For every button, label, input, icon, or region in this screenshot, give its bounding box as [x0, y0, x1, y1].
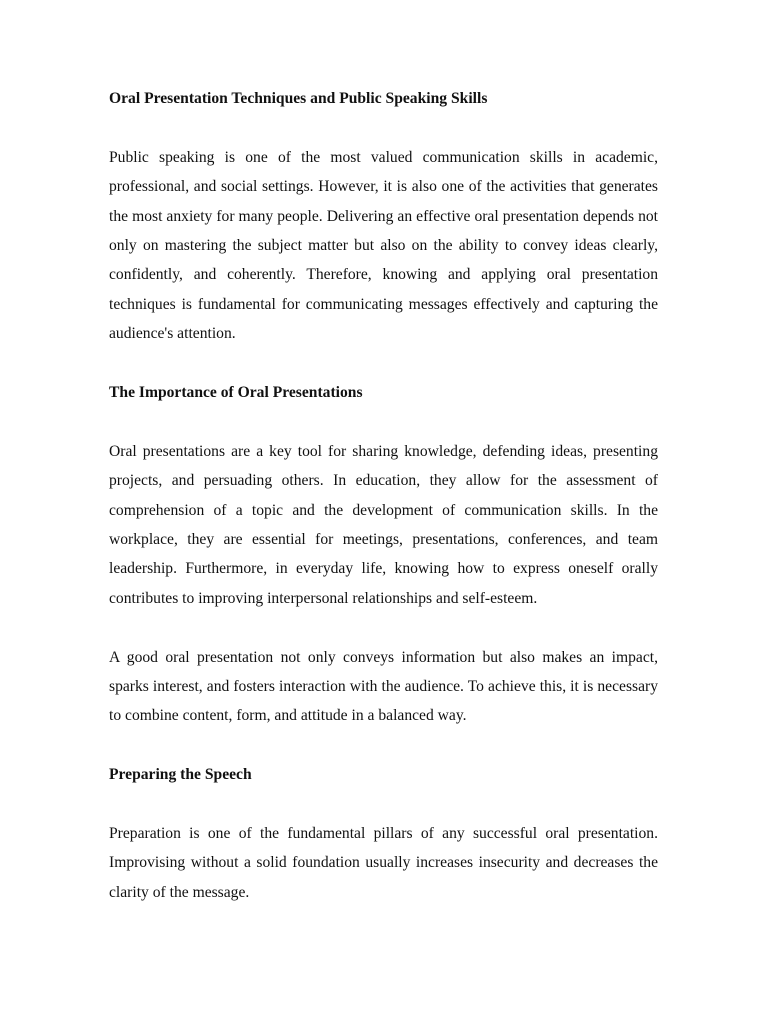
importance-paragraph-1: Oral presentations are a key tool for sharing knowledge, defending ideas, presenting projects, and persuading others. In education, they allow for the assessment of comprehension of a topic and the development of communication skills. In the workplace, they are essential for meetings, presentations, conferences, and team leadership. Furthermore, in everyday life, knowing how to express oneself orally contributes to improving interpersonal relationships and self-esteem. — [109, 442, 658, 607]
spacer — [109, 731, 658, 760]
preparing-paragraph-1: Preparation is one of the fundamental pillars of any successful oral presentation. Improvising without a solid foundation usually increases insecurity and decreases the clarity of the message. — [109, 825, 658, 901]
section-heading-preparing: Preparing the Speech — [109, 766, 252, 784]
spacer — [109, 790, 658, 819]
document-title: Oral Presentation Techniques and Public Speaking Skills — [109, 90, 488, 107]
importance-paragraph-2: A good oral presentation not only conveys information but also makes an impact, sparks interest, and fosters interaction with the audience. To achieve this, it is necessary to combine content, form, and attitude in a balanced way. — [109, 648, 658, 725]
spacer — [109, 613, 658, 642]
section-heading-importance: The Importance of Oral Presentations — [109, 384, 363, 402]
spacer — [109, 407, 658, 436]
document-page — [109, 84, 658, 907]
intro-paragraph: Public speaking is one of the most valued communication skills in academic, professional, and social settings. However, it is also one of the activities that generates the most anxiety for many people. Delivering an effective oral presentation depends not only on mastering the subject matter but also on the ability to convey ideas clearly, confidently, and coherently. Therefore, knowing and applying oral presentation techniques is fundamental for communicating messages effectively and capturing the audience's attention. — [109, 148, 658, 343]
spacer — [109, 113, 658, 142]
spacer — [109, 349, 658, 378]
